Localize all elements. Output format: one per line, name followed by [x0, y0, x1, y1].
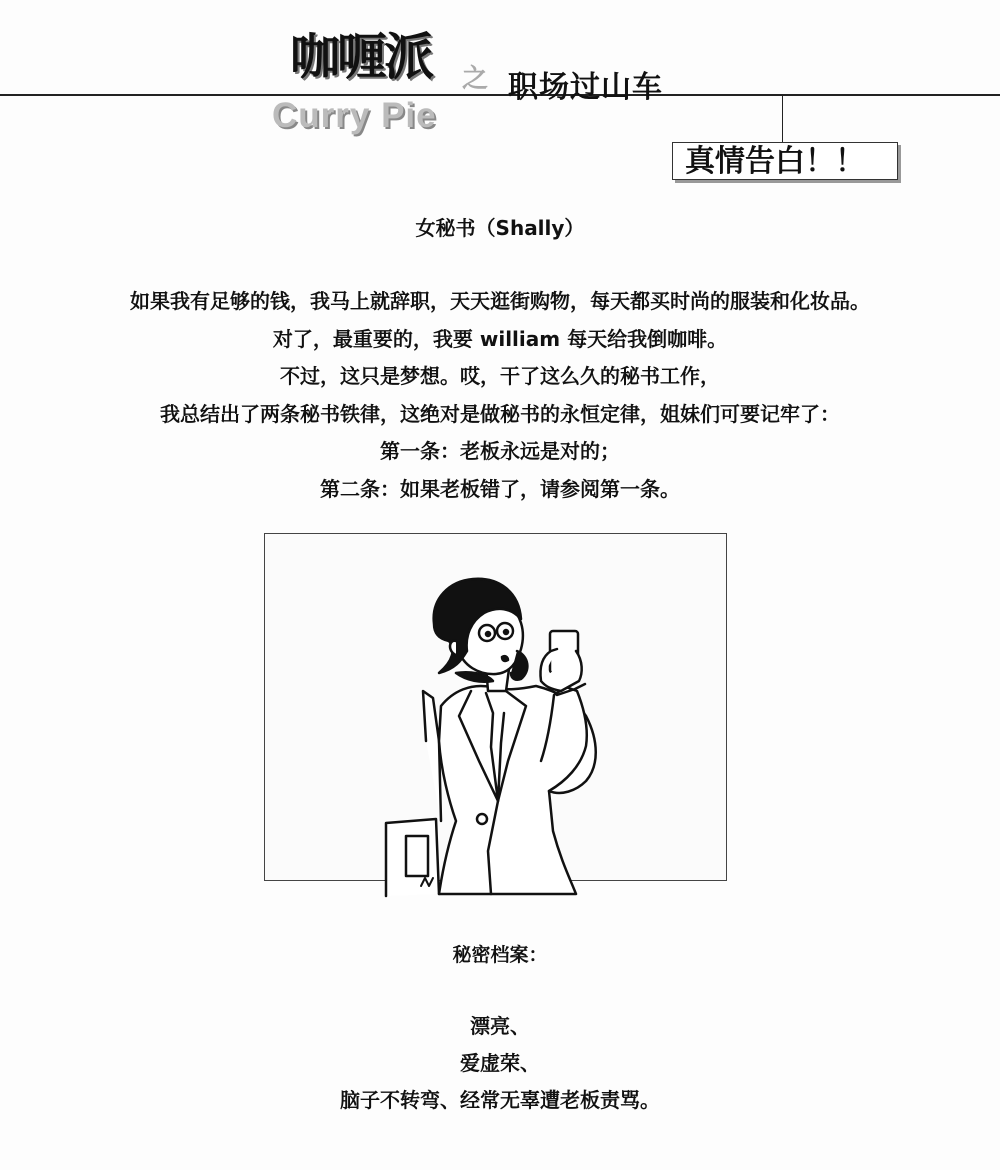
- secretary-illustration: [1, 1, 1000, 1170]
- monologue-line: 第二条：如果老板错了，请参阅第一条。: [320, 476, 680, 501]
- monologue-line: 第一条：老板永远是对的；: [380, 439, 620, 463]
- dossier-title: 秘密档案：: [452, 944, 548, 966]
- chair-back: [423, 691, 441, 821]
- brand-logo-en: Curry Pie: [272, 96, 437, 135]
- trait-item: 脑子不转弯、经常无辜遭老板责骂。: [340, 1088, 660, 1112]
- brand-logo-cn: 咖喱派: [290, 28, 431, 86]
- monologue-line: 不过，这只是梦想。哎，干了这么久的秘书工作，: [280, 364, 720, 388]
- illustration-frame: [264, 533, 727, 881]
- monologue-line: 如果我有足够的钱，我马上就辞职，天天逛街购物，每天都买时尚的服装和化妆品。: [130, 289, 870, 313]
- trait-item: 漂亮、: [470, 1014, 530, 1038]
- section-label-box: 真情告白！！: [672, 142, 898, 180]
- brand-subtitle: 职场过山车: [508, 70, 663, 105]
- clipboard-paper: [406, 836, 428, 876]
- trait-item: 爱虚荣、: [460, 1051, 540, 1075]
- brand-connector: 之: [462, 64, 489, 94]
- dossier-traits: [0, 1008, 1000, 1119]
- monologue-line: 对了，最重要的，我要 william 每天给我倒咖啡。: [272, 326, 728, 351]
- jacket-button: [477, 814, 487, 824]
- ear: [450, 641, 456, 655]
- monologue-line: 我总结出了两条秘书铁律，这绝对是做秘书的永恒定律，姐妹们可要记牢了：: [160, 401, 840, 426]
- mouth: [502, 656, 508, 661]
- character-role: 女秘书（Shally）: [415, 216, 585, 240]
